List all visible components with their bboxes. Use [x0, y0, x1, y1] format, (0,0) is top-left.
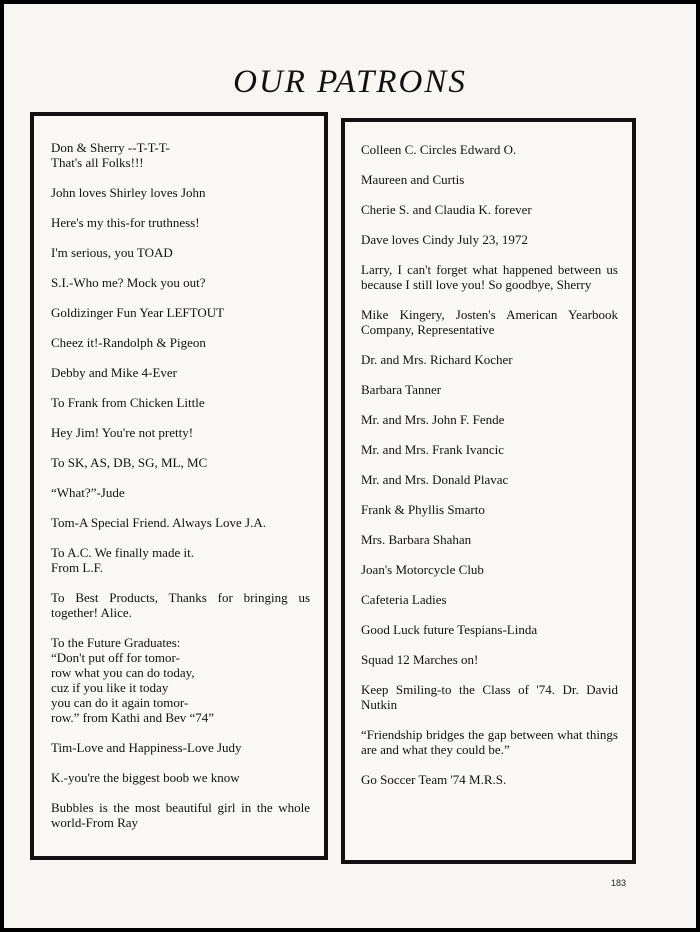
patron-entry: Cherie S. and Claudia K. forever: [361, 202, 532, 217]
patron-entry: “What?”-Jude: [51, 485, 125, 500]
patron-entry: Larry, I can't forget what happened between us because I still love you! So goodbye, Sherry: [361, 262, 618, 292]
patron-entry: Cafeteria Ladies: [361, 592, 447, 607]
patron-entry: Don & Sherry --T-T-T- That's all Folks!!!: [51, 140, 170, 170]
patron-entry: Tom-A Special Friend. Always Love J.A.: [51, 515, 267, 530]
page-title: OUR PATRONS: [233, 64, 467, 100]
patron-entry: I'm serious, you TOAD: [51, 245, 173, 260]
patron-entry: Barbara Tanner: [361, 382, 442, 397]
patron-entry: Colleen C. Circles Edward O.: [361, 142, 517, 157]
patron-entry: Dave loves Cindy July 23, 1972: [361, 232, 528, 247]
page-number: 183: [610, 878, 626, 888]
patron-entry: Here's my this-for truthness!: [51, 215, 200, 230]
patron-entry: Mr. and Mrs. Donald Plavac: [361, 472, 509, 487]
patron-entry: Mike Kingery, Josten's American Yearbook Company, Representative: [361, 307, 618, 337]
patron-entry: To the Future Graduates: “Don't put off for tomor- row what you can do today, cuz if you like it today you can do it again tomor- row.” from Kathi and Bev “74”: [51, 635, 215, 725]
patron-entry: Mr. and Mrs. John F. Fende: [361, 412, 505, 427]
patron-entry: Keep Smiling-to the Class of '74. Dr. David Nutkin: [361, 682, 618, 712]
yearbook-page: [4, 4, 696, 928]
patron-entry: Squad 12 Marches on!: [361, 652, 479, 667]
patron-entry: To Best Products, Thanks for bringing us together! Alice.: [51, 590, 310, 620]
patron-entry: Go Soccer Team '74 M.R.S.: [361, 772, 507, 787]
patron-entry: Mr. and Mrs. Frank Ivancic: [361, 442, 504, 457]
patron-entry: Debby and Mike 4-Ever: [51, 365, 177, 380]
patron-entry: Maureen and Curtis: [361, 172, 465, 187]
patron-entry: To Frank from Chicken Little: [51, 395, 205, 410]
patrons-list-left: [30, 112, 328, 860]
patron-entry: Goldizinger Fun Year LEFTOUT: [51, 305, 225, 320]
patron-entry: K.-you're the biggest boob we know: [51, 770, 240, 785]
patron-entry: S.I.-Who me? Mock you out?: [51, 275, 206, 290]
patron-entry: Hey Jim! You're not pretty!: [51, 425, 194, 440]
patron-entry: Frank & Phyllis Smarto: [361, 502, 485, 517]
patron-entry: Bubbles is the most beautiful girl in the whole world-From Ray: [51, 800, 310, 830]
patron-entry: To A.C. We finally made it. From L.F.: [51, 545, 194, 575]
patron-entry: Good Luck future Tespians-Linda: [361, 622, 538, 637]
patron-entry: Joan's Motorcycle Club: [361, 562, 484, 577]
patron-entry: Dr. and Mrs. Richard Kocher: [361, 352, 513, 367]
patron-entry: Mrs. Barbara Shahan: [361, 532, 472, 547]
patron-entry: John loves Shirley loves John: [51, 185, 206, 200]
patron-entry: Tim-Love and Happiness-Love Judy: [51, 740, 242, 755]
patron-entry: “Friendship bridges the gap between what things are and what they could be.”: [361, 727, 618, 757]
patron-entry: To SK, AS, DB, SG, ML, MC: [51, 455, 208, 470]
patrons-list-right: [341, 118, 636, 864]
patron-entry: Cheez it!-Randolph & Pigeon: [51, 335, 206, 350]
